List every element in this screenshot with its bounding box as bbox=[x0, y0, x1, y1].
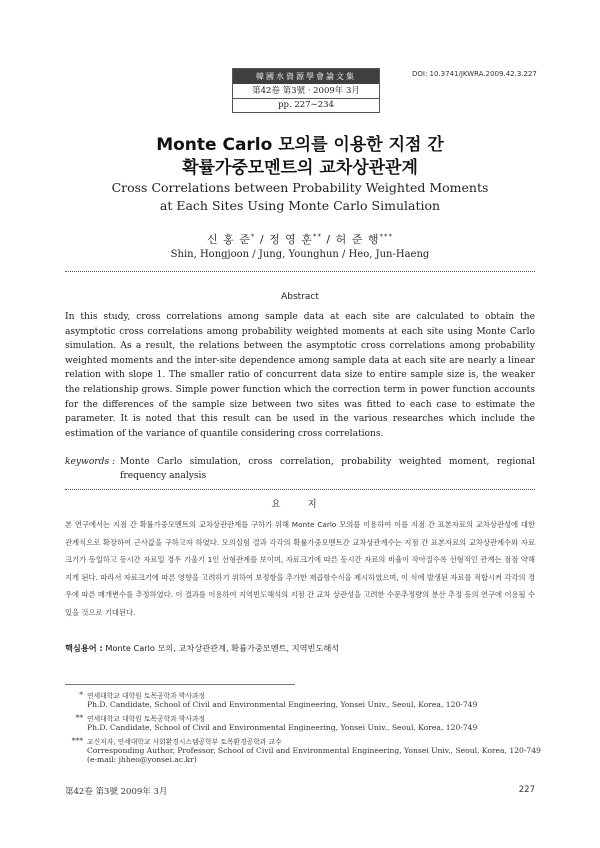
footnote-english: Ph.D. Candidate, School of Civil and Environmental Engineering, Yonsei Univ., Seoul, Korea, 120-749 bbox=[87, 700, 478, 709]
authors-korean bbox=[0, 231, 600, 247]
keywords-label: keywords : bbox=[65, 457, 116, 467]
abstract-text: In this study, cross correlations among sample data at each site are calculated to obtain the asymptotic cross correlations among probability weighted moments at each site using Monte Carlo simulation. As a result, the relations between the asymptotic cross correlations among probability weighted moments and the inter-site dependence among sample data at each site are nearly a linear relation with slope 1. The smaller ratio of concurrent data size to entire sample size is, the weaker the relationship grows. Simple power function which the correction term in power function accounts for the differences of the sample size between two sites was fitted to each case to estimate the parameter. It is noted that this result can be used in the various researches which include the estimation of the variance of quantile considering cross correlations. bbox=[65, 312, 535, 439]
author-2-name: 정 영 훈 bbox=[269, 233, 313, 246]
footnote-korean: 연세대학교 대학원 토목공학과 박사과정 bbox=[87, 715, 206, 723]
author-separator: / bbox=[321, 233, 336, 246]
divider bbox=[65, 489, 535, 490]
keywords-korean-text: Monte Carlo 모의, 교차상관관계, 확률가중모멘트, 지역빈도해석 bbox=[105, 643, 340, 653]
title-korean-line-1: Monte Carlo 모의를 이용한 지점 간 bbox=[156, 135, 444, 155]
doi-text: DOI: 10.3741/JKWRA.2009.42.3.227 bbox=[412, 70, 537, 78]
footnote-3 bbox=[65, 736, 545, 764]
footnote-email: (e-mail: jhheo@yonsei.ac.kr) bbox=[87, 755, 197, 764]
author-2-mark: ** bbox=[312, 232, 322, 241]
journal-info-box bbox=[232, 68, 380, 113]
footnote-korean: 교신저자, 연세대학교 사회환경시스템공학부 토목환경공학과 교수 bbox=[87, 738, 282, 746]
footnote-rule bbox=[65, 684, 295, 685]
summary-heading: 요 지 bbox=[271, 499, 329, 510]
footnote-english: Ph.D. Candidate, School of Civil and Environmental Engineering, Yonsei Univ., Seoul, Korea, 120-749 bbox=[87, 723, 478, 732]
keywords-korean bbox=[65, 643, 535, 654]
journal-name: 韓國水資源學會論文集 bbox=[233, 69, 379, 84]
footnote-mark: ** bbox=[75, 713, 83, 722]
footnote-mark: * bbox=[79, 690, 83, 699]
author-separator: / bbox=[255, 233, 270, 246]
author-1-name: 신 홍 준 bbox=[206, 233, 251, 246]
keywords-text: Monte Carlo simulation, cross correlation, probability weighted moment, regional frequency analysis bbox=[120, 457, 535, 481]
footer-journal-issue: 第42卷 第3號 2009年 3月 bbox=[65, 787, 168, 797]
abstract-heading: Abstract bbox=[281, 292, 319, 302]
divider bbox=[65, 271, 535, 272]
footnote-mark: *** bbox=[71, 736, 83, 745]
author-1-mark: * bbox=[250, 232, 256, 241]
journal-volume: 第42卷 第3號 · 2009年 3月 bbox=[233, 84, 379, 99]
page-number: 227 bbox=[518, 785, 535, 795]
footnote-2 bbox=[65, 713, 545, 732]
summary-text: 본 연구에서는 지점 간 확률가중모멘트의 교차상관관계를 구하기 위해 Monte Carlo 모의를 이용하여 이를 지점 간 표본자료의 교차상관성에 대한 관계식으로 확장하여 근사값을 구하고자 하였다. 모의실험 결과 각각의 확률가중모멘트간 교차상관계수는 지점 간 표본자료의 교차상관계수와 자료크기가 동일하고 동시간 자료일 경우 기울기 1인 선형관계를 보이며, 자료크기에 따른 동시간 자료의 비율이 작아질수록 선형적인 관계는 점점 약해지게 된다. 따라서 자료크기에 따른 영향을 고려하기 위하여 보정항을 추가한 제곱함수식을 제시하였으며, 이 식에 발생된 자료를 적합시켜 각각의 경우에 따른 매개변수를 추정하였다. 이 결과를 이용하여 지역빈도해석의 지점 간 교차 상관성을 고려한 수문추정량의 분산 추정 등의 연구에 이용될 수 있을 것으로 기대된다. bbox=[65, 520, 535, 617]
author-3-mark: *** bbox=[379, 232, 394, 241]
footnote-korean: 연세대학교 대학원 토목공학과 박사과정 bbox=[87, 692, 206, 700]
footnote-1 bbox=[65, 690, 545, 709]
title-english-line-1: Cross Correlations between Probability Weighted Moments bbox=[111, 180, 489, 195]
authors-english: Shin, Hongjoon / Jung, Younghun / Heo, Jun-Haeng bbox=[170, 249, 430, 260]
footnote-english: Corresponding Author, Professor, School of Civil and Environmental Engineering, Yonsei Univ., Seoul, Korea, 120-749 bbox=[87, 746, 541, 755]
author-3-name: 허 준 행 bbox=[335, 233, 380, 246]
keywords-block bbox=[65, 456, 535, 483]
title-english-line-2: at Each Sites Using Monte Carlo Simulation bbox=[159, 198, 441, 213]
keywords-korean-label: 핵심용어 : bbox=[65, 643, 103, 653]
journal-pages: pp. 227∼234 bbox=[278, 100, 334, 110]
title-korean-line-2: 확률가중모멘트의 교차상관관계 bbox=[182, 158, 418, 178]
